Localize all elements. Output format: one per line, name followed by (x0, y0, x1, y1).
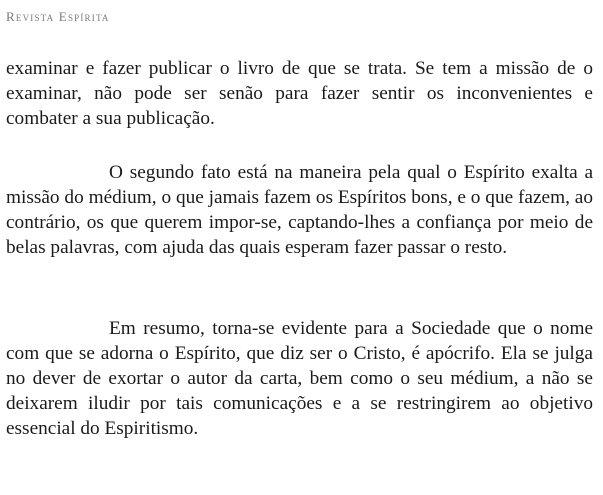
paragraph-continuation: examinar e fazer publicar o livro de que se trata. Se tem a missão de o examinar, não pode ser senão para fazer sentir os inconvenientes e combater a sua publicação. (6, 58, 593, 129)
paragraph-second-fact: O segundo fato está na maneira pela qual o Espírito exalta a missão do médium, o que jamais fazem os Espíritos bons, e o que fazem, ao contrário, os que querem impor-se, captando-lhes a confiança por meio de belas palavras, com ajuda das quais esperam fazer passar o resto. (6, 162, 593, 258)
running-head-title: Revista Espírita (6, 9, 110, 24)
paragraph-summary: Em resumo, torna-se evidente para a Sociedade que o nome com que se adorna o Espírito, que diz ser o Cristo, é apócrifo. Ela se julga no dever de exortar o autor da carta, bem como o seu médium, a não se deixarem iludir por tais comunicações e a se restringirem ao objetivo essencial do Espiritismo. (6, 318, 593, 439)
